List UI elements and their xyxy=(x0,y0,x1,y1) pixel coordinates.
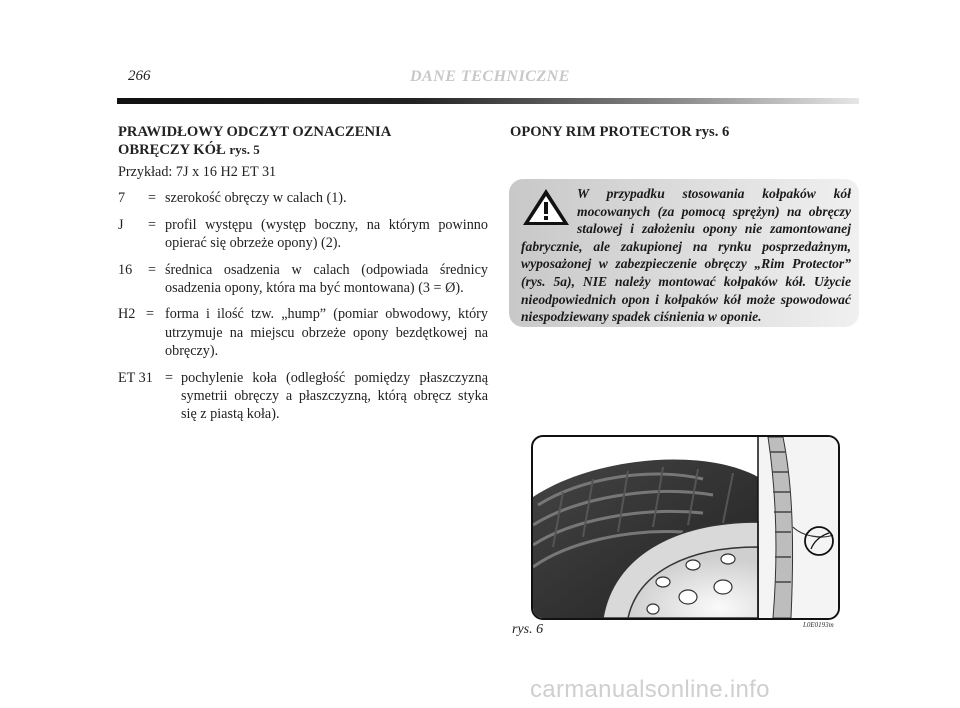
section-heading xyxy=(118,124,488,159)
warning-box xyxy=(509,179,859,327)
definition-item xyxy=(118,261,488,298)
left-column xyxy=(118,124,488,432)
warning-triangle-icon xyxy=(521,187,571,227)
warning-text: W przypadku stosowania kołpaków kół mocowanych (za pomocą sprężyn) na obręczy stalowej i założeniu opony nie zamontowanej fabrycznie, ale zakupionej na rynku posprzedażnym, wyposażonej w zabezpieczenie obręczy „Rim Protector” (rys. 5a), NIE należy montować kołpaków kół. Użycie nieodpowiednich opon i kołpaków kół może spowodować niespodziewany spadek ciśnienia w oponie. xyxy=(521,186,851,325)
tire-drawing xyxy=(533,437,838,618)
definition-key: 7 xyxy=(118,190,126,207)
definition-item xyxy=(118,369,488,424)
definition-equals: = xyxy=(165,369,174,386)
definition-key: H2 xyxy=(118,306,136,323)
definition-text: pochylenie koła (odległość pomiędzy płaszczyzną symetrii obręczy a płaszczyzną, którą obręcz styka się z piastą koła). xyxy=(181,369,488,423)
tire-illustration xyxy=(531,435,840,620)
figure-caption: rys. 6 xyxy=(512,622,544,637)
definition-equals: = xyxy=(146,306,155,323)
watermark: carmanualsonline.info xyxy=(530,676,770,703)
figure-code: L0E0193m xyxy=(803,621,834,629)
definition-key: 16 xyxy=(118,261,133,278)
definition-text: profil występu (występ boczny, na którym powinno opierać się obrzeże opony) (2). xyxy=(165,216,488,252)
definition-equals: = xyxy=(148,216,157,233)
definition-text: średnica osadzenia w calach (odpowiada średnicy osadzenia opony, która ma być montowana) (3 = Ø). xyxy=(165,261,488,297)
definition-item xyxy=(118,216,488,253)
header-rule xyxy=(117,98,859,104)
definition-equals: = xyxy=(148,190,157,207)
definition-key: J xyxy=(118,216,124,233)
header-title: DANE TECHNICZNE xyxy=(410,68,570,85)
heading-line1: PRAWIDŁOWY ODCZYT OZNACZENIA xyxy=(118,124,392,140)
definition-equals: = xyxy=(148,261,157,278)
page-number: 266 xyxy=(128,68,151,84)
definition-text: forma i ilość tzw. „hump” (pomiar obwodowy, który utrzymuje na miejscu obrzeże opony bezdętkowej na obręczy). xyxy=(165,306,488,360)
definition-text: szerokość obręczy w calach (1). xyxy=(165,190,347,207)
example-line: Przykład: 7J x 16 H2 ET 31 xyxy=(118,164,277,180)
heading-figure-ref: rys. 5 xyxy=(229,142,260,157)
warning-content xyxy=(521,185,851,326)
definition-item xyxy=(118,305,488,360)
definition-item xyxy=(118,189,488,207)
definition-key: ET 31 xyxy=(118,369,153,386)
heading-line2: OBRĘCZY KÓŁ xyxy=(118,142,226,158)
right-section-heading: OPONY RIM PROTECTOR rys. 6 xyxy=(510,124,730,140)
